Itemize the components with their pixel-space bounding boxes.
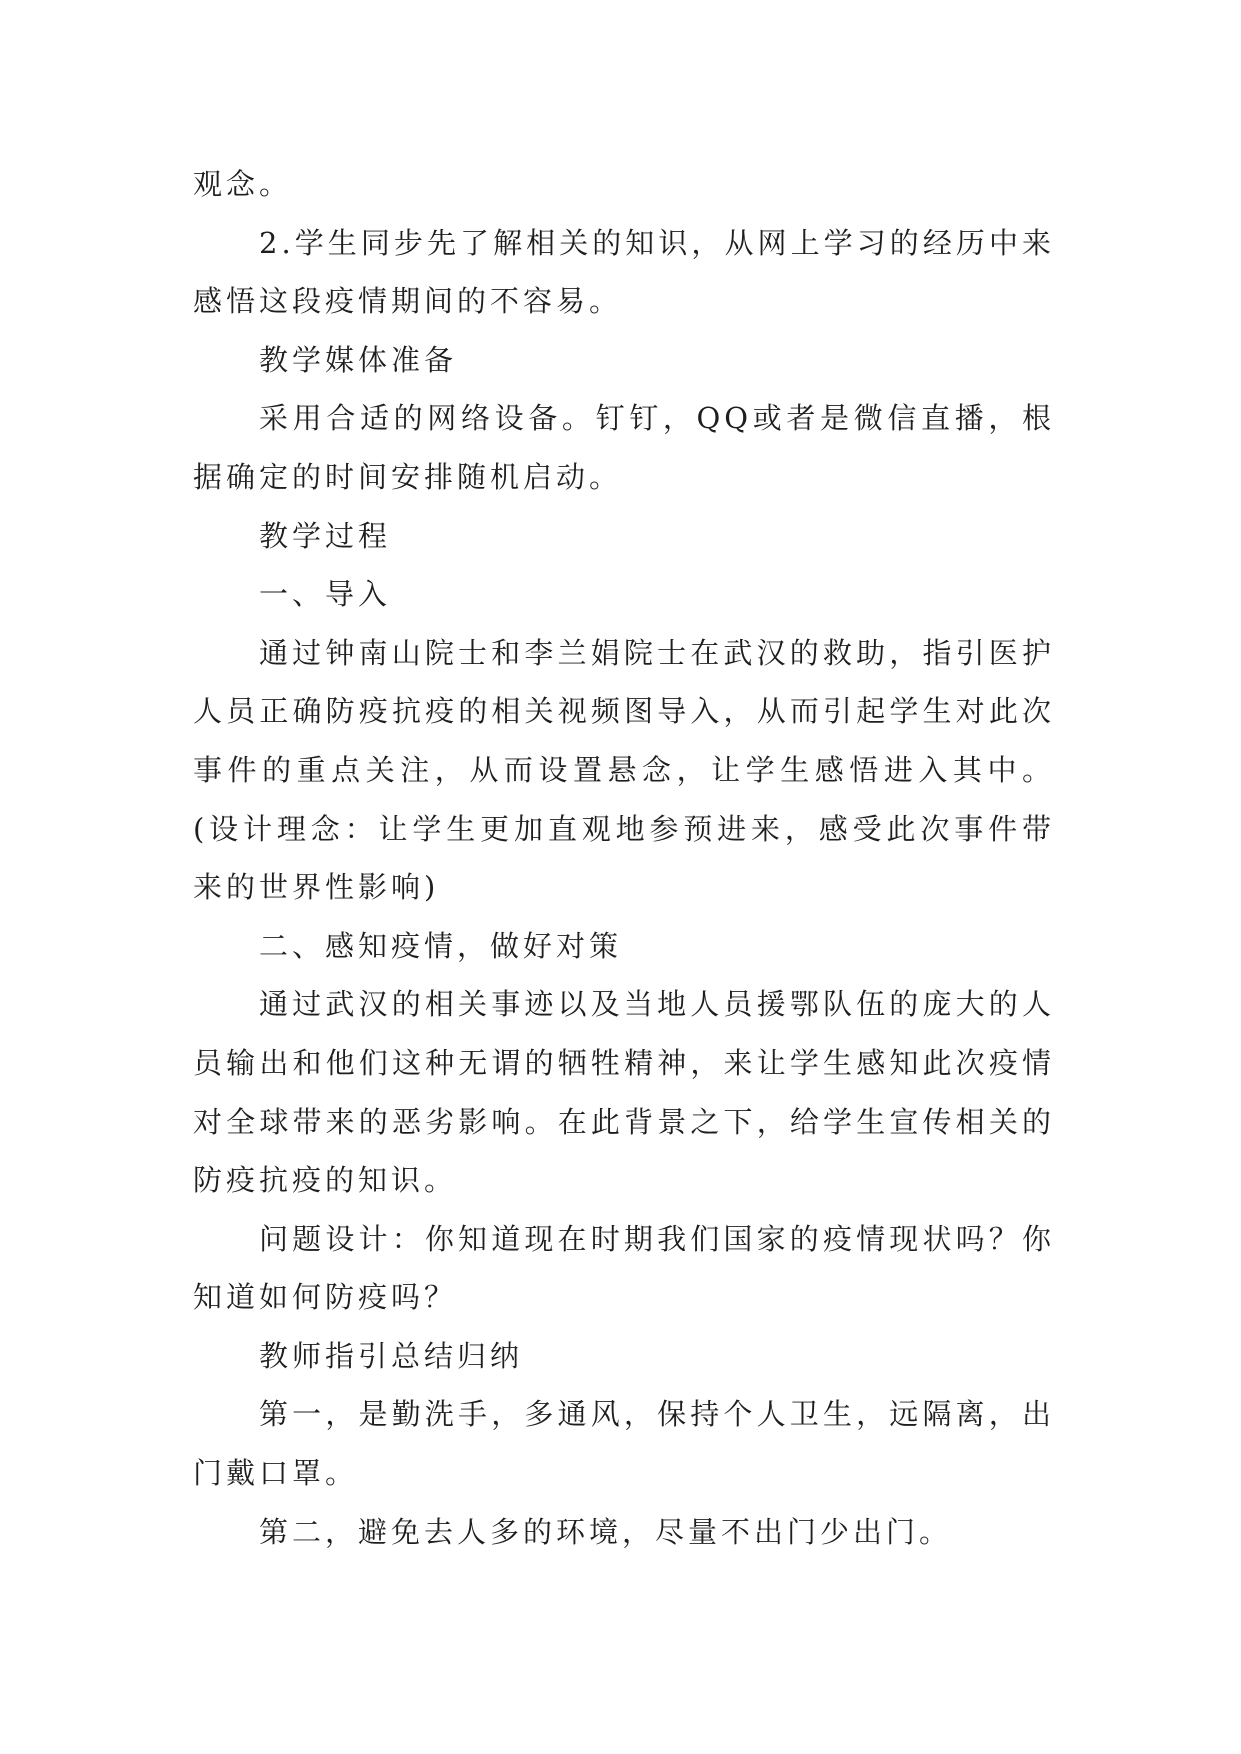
section-heading: 一、导入 [259, 577, 392, 612]
paragraph: 第一，是勤洗手，多通风，保持个人卫生，远隔离，出门戴口罩。 [193, 1397, 1055, 1491]
section-heading: 教学媒体准备 [259, 342, 458, 377]
paragraph: 观念。 [193, 167, 293, 201]
document-page [193, 155, 1055, 1561]
section-heading: 二、感知疫情，做好对策 [259, 928, 623, 963]
paragraph: 采用合适的网络设备。钉钉，QQ或者是微信直播，根据确定的时间安排随机启动。 [193, 401, 1055, 494]
paragraph: 通过钟南山院士和李兰娟院士在武汉的救助，指引医护人员正确防疫抗疫的相关视频图导入，从而引起学生对此次事件的重点关注，从而设置悬念，让学生感悟进入其中。(设计理念：让学生更加直观地参预进来，感受此次事件带来的世界性影响) [193, 635, 1055, 905]
paragraph: 问题设计：你知道现在时期我们国家的疫情现状吗？你知道如何防疫吗？ [193, 1221, 1055, 1315]
paragraph: 第二，避免去人多的环境，尽量不出门少出门。 [259, 1514, 953, 1549]
section-heading: 教学过程 [259, 518, 392, 553]
paragraph: 通过武汉的相关事迹以及当地人员援鄂队伍的庞大的人员输出和他们这种无谓的牺牲精神，来让学生感知此次疫情对全球带来的恶劣影响。在此背景之下，给学生宣传相关的防疫抗疫的知识。 [193, 987, 1055, 1198]
section-heading: 教师指引总结归纳 [259, 1338, 524, 1373]
paragraph: 2.学生同步先了解相关的知识，从网上学习的经历中来感悟这段疫情期间的不容易。 [193, 225, 1055, 319]
